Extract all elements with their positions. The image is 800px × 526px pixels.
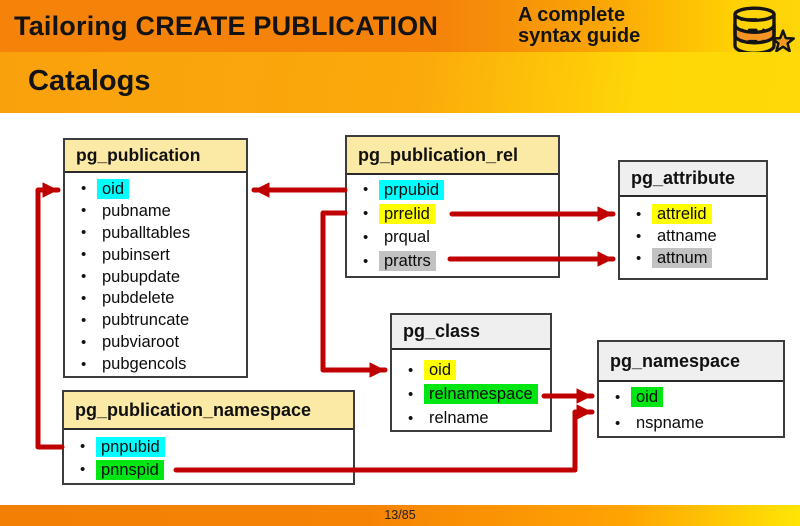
field-label: pubdelete (102, 289, 175, 308)
field-label: nspname (636, 414, 704, 432)
field-row (65, 222, 246, 244)
field-label: pubinsert (102, 245, 170, 264)
bullet-icon: • (363, 228, 369, 246)
bullet-icon: • (80, 438, 86, 455)
field-label: pubname (102, 201, 171, 220)
field-row (347, 226, 558, 250)
field-label: prpubid (379, 180, 444, 200)
footer-bar (0, 505, 800, 526)
subtitle-line-2: syntax guide (518, 25, 641, 47)
table-title: pg_attribute (620, 162, 766, 197)
field-row (65, 200, 246, 222)
field-row (392, 382, 550, 406)
field-row (392, 358, 550, 382)
field-label: pubupdate (102, 267, 180, 286)
bullet-icon: • (363, 181, 369, 199)
table-title: pg_publication (65, 140, 246, 173)
field-label: attnum (652, 248, 712, 268)
field-label: prrelid (379, 204, 435, 224)
field-label: prqual (384, 228, 430, 247)
bullet-icon: • (81, 202, 87, 220)
bullet-icon: • (636, 205, 642, 223)
field-list (64, 430, 353, 481)
table-title: pg_namespace (599, 342, 783, 382)
bullet-icon: • (80, 461, 86, 478)
bullet-icon: • (615, 414, 621, 432)
field-row (65, 178, 246, 200)
field-label: oid (424, 360, 456, 380)
table-pg-class (390, 313, 552, 432)
table-title: pg_class (392, 315, 550, 350)
field-row (64, 435, 353, 458)
field-row (347, 249, 558, 273)
field-label: pubtruncate (102, 311, 190, 330)
field-row (599, 410, 783, 436)
field-label: oid (631, 387, 663, 407)
bullet-icon: • (81, 311, 87, 329)
field-list (620, 197, 766, 269)
field-row (599, 384, 783, 410)
table-title: pg_publication_namespace (64, 392, 353, 430)
bullet-icon: • (408, 361, 414, 379)
slide-title: Tailoring CREATE PUBLICATION (14, 11, 439, 41)
bullet-icon: • (615, 388, 621, 406)
field-label: attrelid (652, 204, 712, 224)
bullet-icon: • (408, 385, 414, 403)
bullet-icon: • (81, 355, 87, 373)
bullet-icon: • (81, 268, 87, 285)
bullet-icon: • (408, 409, 414, 427)
field-label: prattrs (379, 251, 436, 271)
table-pg-publication (63, 138, 248, 378)
table-pg-attribute (618, 160, 768, 280)
field-row (65, 353, 246, 375)
field-row (65, 331, 246, 353)
bullet-icon: • (81, 289, 87, 307)
table-pg-namespace (597, 340, 785, 438)
field-label: pnpubid (96, 437, 165, 457)
field-label: relnamespace (424, 384, 538, 404)
table-pg-publication-namespace (62, 390, 355, 485)
field-list (599, 382, 783, 436)
field-row (620, 203, 766, 225)
field-row (392, 406, 550, 430)
field-row (65, 244, 246, 266)
table-title: pg_publication_rel (347, 137, 558, 175)
bullet-icon: • (81, 246, 87, 264)
field-label: pubviaroot (102, 333, 180, 352)
field-row (65, 287, 246, 309)
section-band (0, 52, 800, 113)
bullet-icon: • (363, 252, 369, 270)
field-label: oid (97, 179, 129, 199)
field-row (65, 266, 246, 288)
slide-subtitle (518, 5, 640, 47)
field-row (620, 225, 766, 247)
field-label: attname (657, 227, 717, 245)
field-list (392, 350, 550, 430)
field-row (65, 309, 246, 331)
header-band (0, 0, 800, 52)
subtitle-line-1: A complete (518, 4, 626, 26)
field-list (347, 175, 558, 273)
field-list (65, 173, 246, 375)
bullet-icon: • (81, 333, 87, 351)
field-label: relname (429, 409, 489, 427)
field-row (347, 202, 558, 226)
bullet-icon: • (81, 180, 87, 198)
bullet-icon: • (81, 224, 87, 242)
field-row (620, 247, 766, 269)
field-label: pnnspid (96, 460, 164, 480)
arrow-pnpubid-to-pub-oid (38, 190, 62, 447)
bullet-icon: • (363, 205, 369, 223)
field-label: pubgencols (102, 355, 187, 374)
section-title: Catalogs (28, 65, 151, 97)
bullet-icon: • (636, 249, 642, 267)
field-row (64, 458, 353, 481)
field-row (347, 178, 558, 202)
bullet-icon: • (636, 227, 642, 245)
field-label: puballtables (102, 223, 191, 242)
page-number: 13/85 (384, 508, 416, 522)
table-pg-publication-rel (345, 135, 560, 278)
